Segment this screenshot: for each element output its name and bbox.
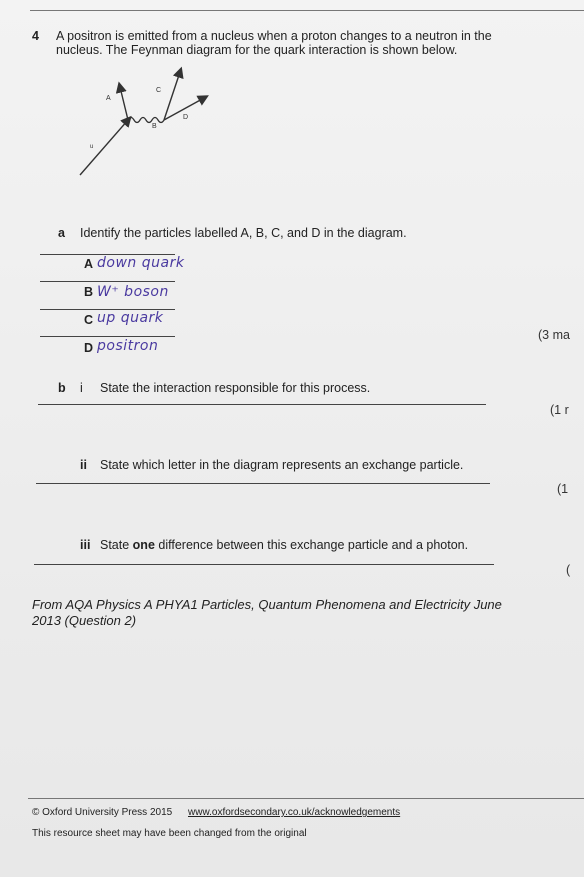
part-b-letter: b [58,381,66,395]
answer-text-A: down quark [97,255,185,271]
boson-line-B [128,118,164,123]
part-b-ii-prompt: State which letter in the diagram represents an exchange particle. [100,458,464,472]
part-b-ii-marks: (1 [557,482,569,496]
part-b-i-marks: (1 r [550,403,569,417]
part-b-iii-prompt-pre: State [100,538,133,552]
footer-copyright: © Oxford University Press 2015 [32,807,173,818]
footer-acknowledgements-link[interactable]: www.oxfordsecondary.co.uk/acknowledgements [188,807,401,818]
source-line1: From AQA Physics A PHYA1 Particles, Quantum Phenomena and Electricity June [32,597,502,612]
part-b-ii-number: ii [80,458,87,472]
diagram-label-A: A [106,95,111,102]
answer-text-D: positron [97,338,159,354]
answer-label-C: C [84,313,94,327]
answer-rule-b-i [38,404,486,405]
diagram-label-D: D [183,114,189,121]
part-a-prompt-text: Identify the particles labelled A, B, C, and D in the diagram. [80,226,407,240]
part-b-iii-prompt-bold: one [132,538,155,552]
answer-rule-b-iii [34,564,494,565]
diagram-label-B: B [152,123,157,130]
question-intro-line2: nucleus. The Feynman diagram for the quark interaction is shown below. [56,43,458,57]
part-b-iii-prompt-post: difference between this exchange particle and a photon. [154,538,469,552]
part-b-iii-number: iii [80,538,91,552]
answer-label-D: D [84,341,94,355]
question-intro-line1: A positron is emitted from a nucleus when a proton changes to a neutron in the [56,29,492,43]
answer-rule-D [40,336,175,337]
part-a-letter: a [58,226,65,240]
answer-text-B: W⁺ boson [97,284,169,300]
top-rule [30,10,584,11]
answer-label-A: A [84,257,94,271]
source-line2: 2013 (Question 2) [32,613,137,628]
feynman-diagram [70,62,220,187]
footer-disclaimer: This resource sheet may have been changed from the original [32,828,307,839]
answer-label-B: B [84,285,94,299]
quark-line-u [80,120,128,175]
part-a-marks: (3 ma [538,328,570,342]
diagram-label-C: C [156,87,162,94]
footer-rule [28,798,584,799]
part-b-i-prompt: State the interaction responsible for this process. [100,381,371,395]
quark-line-A [120,87,128,120]
answer-rule-b-ii [36,483,490,484]
answer-rule-B [40,281,175,282]
question-number: 4 [32,29,39,43]
part-b-iii-prompt [100,538,468,553]
part-b-i-number: i [80,381,83,395]
diagram-label-u: u [90,144,94,150]
part-b-iii-marks: ( [566,563,571,577]
answer-text-C: up quark [97,310,164,326]
part-a-prompt [80,226,407,241]
